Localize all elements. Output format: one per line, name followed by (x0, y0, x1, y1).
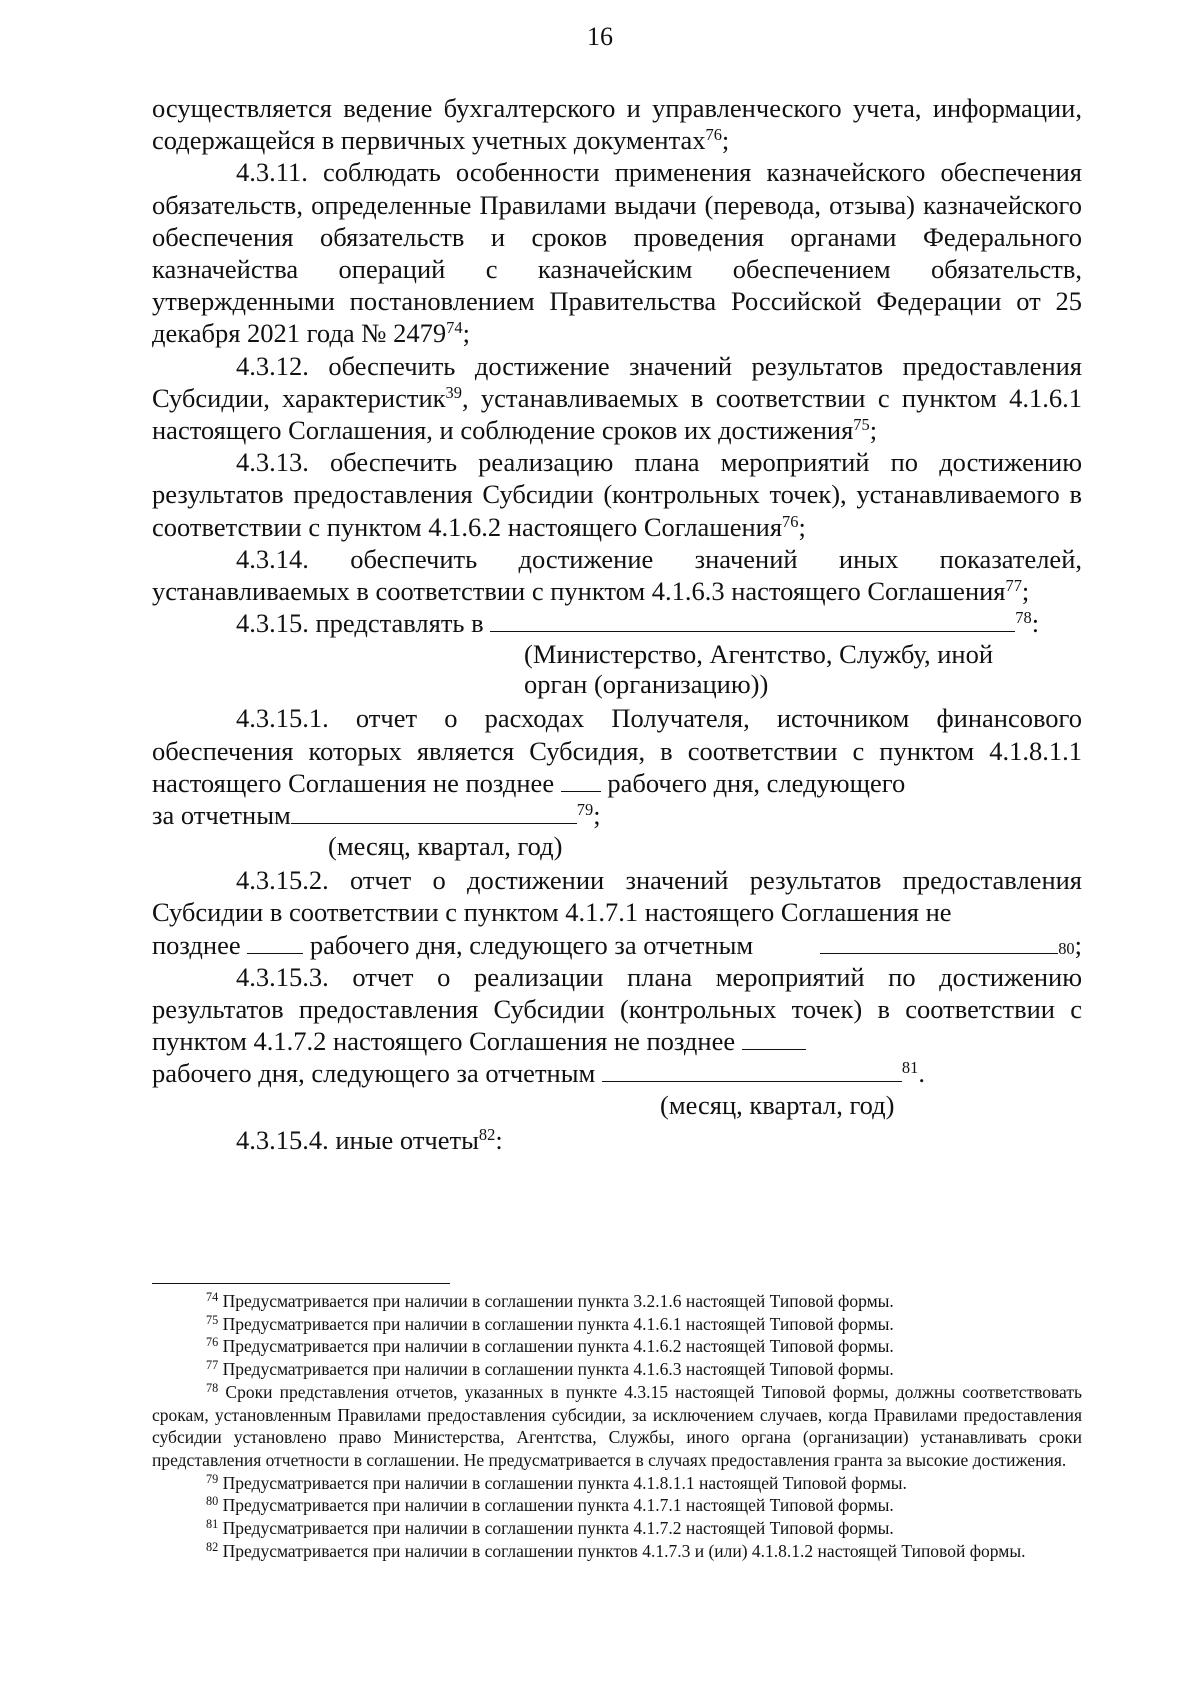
clause-4-3-15-2: 4.3.15.2. отчет о достижении значений результатов предоставления Субсидии в соответствии с пунктом 4.1.7.1 настоящего Соглашения не (152, 865, 1082, 928)
clause-4-3-12: 4.3.12. обеспечить достижение значений результатов предоставления Субсидии, характеристик$^{39}$, устанавливаемых в соответствии с пунктом 4.1.6.1 настоящего Соглашения, и соблюдение сроков их достижения$^{75}$; (152, 350, 1082, 446)
clause-4-3-15-3-line: рабочего дня, следующего за отчетным $^{81}$. (152, 1058, 925, 1089)
footnote-ref[interactable]: 79 (576, 800, 594, 820)
footnote-74: $^{74}$ Предусматривается при наличии в соглашении пункта 3.2.1.6 настоящей Типовой формы. (206, 1289, 894, 1311)
blank-caption: (месяц, квартал, год) (660, 1089, 895, 1120)
fill-blank-days[interactable] (742, 1027, 806, 1050)
clause-4-3-13: 4.3.13. обеспечить реализацию плана мероприятий по достижению результатов предоставления Субсидии (контрольных точек), устанавливаемого в соответствии с пунктом 4.1.6.2 настоящего Соглашения$^{76}$; (152, 447, 1082, 542)
main-text (152, 92, 1082, 1156)
footnotes (152, 1290, 1082, 1562)
footnote-82: $^{82}$ Предусматривается при наличии в соглашении пунктов 4.1.7.3 и (или) 4.1.8.1.2 настоящей Типовой формы. (206, 1539, 1026, 1561)
footnote-ref[interactable]: 81 (901, 1058, 919, 1078)
footnote-75: $^{75}$ Предусматривается при наличии в соглашении пункта 4.1.6.1 настоящей Типовой формы. (206, 1312, 894, 1334)
page-number: 16 (587, 22, 613, 51)
fill-blank-days[interactable] (561, 769, 601, 792)
fill-blank-period[interactable] (602, 1059, 902, 1082)
footnote-78: $^{78}$ Сроки представления отчетов, указанных в пункте 4.3.15 настоящей Типовой формы, должны соответствовать срокам, установленным Правилами предоставления субсидии, за исключением случаев, когда Правилами предоставления субсидии установлено право Министерства, Агентства, Службы, иного органа (организации) устанавливать сроки представления отчетности в соглашении. Не предусматривается в случаях предоставления гранта за высокие достижения. (152, 1380, 1082, 1470)
footnote-separator (152, 1283, 450, 1284)
fill-blank-period[interactable] (820, 931, 1058, 954)
footnote-ref[interactable]: 76 (782, 511, 799, 531)
clause-4-3-15-4: 4.3.15.4. иные отчеты$^{82}$: (236, 1124, 503, 1155)
footnote-80: $^{80}$ Предусматривается при наличии в соглашении пункта 4.1.7.1 настоящей Типовой формы. (206, 1494, 894, 1516)
clause-4-3-15-3: 4.3.15.3. отчет о реализации плана мероприятий по достижению результатов предоставления Субсидии (контрольных точек) в соответствии с пунктом 4.1.7.2 настоящего Соглашения не позднее (152, 961, 1082, 1057)
footnote-ref[interactable]: 39 (445, 382, 462, 402)
paragraph-continuation: осуществляется ведение бухгалтерского и управленческого учета, информации, содержащейся в первичных учетных документах$^{76}$; (152, 93, 1082, 156)
footnote-ref[interactable]: 74 (446, 318, 463, 338)
blank-caption: (Министерство, Агентство, Службу, иной (524, 639, 994, 670)
footnote-ref[interactable]: 75 (853, 415, 870, 434)
clause-4-3-14: 4.3.14. обеспечить достижение значений иных показателей, устанавливаемых в соответствии с пунктом 4.1.6.3 настоящего Соглашения$^{77}$; (152, 543, 1082, 607)
fill-blank-period[interactable] (291, 801, 577, 824)
footnote-ref[interactable]: 82 (478, 1124, 496, 1144)
clause-4-3-11: 4.3.11. соблюдать особенности применения казначейского обеспечения обязательств, определенные Правилами выдачи (перевода, отзыва) казначейского обеспечения обязательств и сроков проведения органами Федерального казначейства операций с казначейским обеспечением обязательств, утвержденными постановлением Правительства Российской Федерации от 25 декабря 2021 года № 2479$^{74}$; (152, 157, 1082, 349)
fill-blank-days[interactable] (247, 931, 303, 954)
blank-caption: орган (организацию)) (524, 669, 769, 700)
blank-caption: (месяц, квартал, год) (328, 831, 563, 862)
clause-4-3-15-1: 4.3.15.1. отчет о расходах Получателя, источником финансового обеспечения которых является Субсидия, в соответствии с пунктом 4.1.8.1.1 настоящего Соглашения не позднее рабочего дня, следующего (152, 703, 1082, 798)
clause-4-3-15-1-line: за отчетным $^{79}$; (152, 800, 601, 831)
footnote-77: $^{77}$ Предусматривается при наличии в соглашении пункта 4.1.6.3 настоящей Типовой формы. (206, 1357, 894, 1380)
footnote-81: $^{81}$ Предусматривается при наличии в соглашении пункта 4.1.7.2 настоящей Типовой формы. (206, 1516, 894, 1539)
footnote-79: $^{79}$ Предусматривается при наличии в соглашении пункта 4.1.8.1.1 настоящей Типовой формы. (206, 1471, 907, 1493)
footnote-ref[interactable]: 77 (1005, 576, 1022, 596)
footnote-76: $^{76}$ Предусматривается при наличии в соглашении пункта 4.1.6.2 настоящей Типовой формы. (206, 1335, 894, 1357)
clause-4-3-15-2-line: позднее рабочего дня, следующего за отчетным 80 ; (152, 929, 1082, 960)
footnote-ref[interactable]: 76 (705, 125, 722, 145)
fill-blank-organ[interactable] (490, 609, 1015, 632)
footnote-ref[interactable]: 78 (1015, 608, 1032, 628)
clause-4-3-15: 4.3.15. представлять в $^{78}$: (236, 608, 1040, 639)
